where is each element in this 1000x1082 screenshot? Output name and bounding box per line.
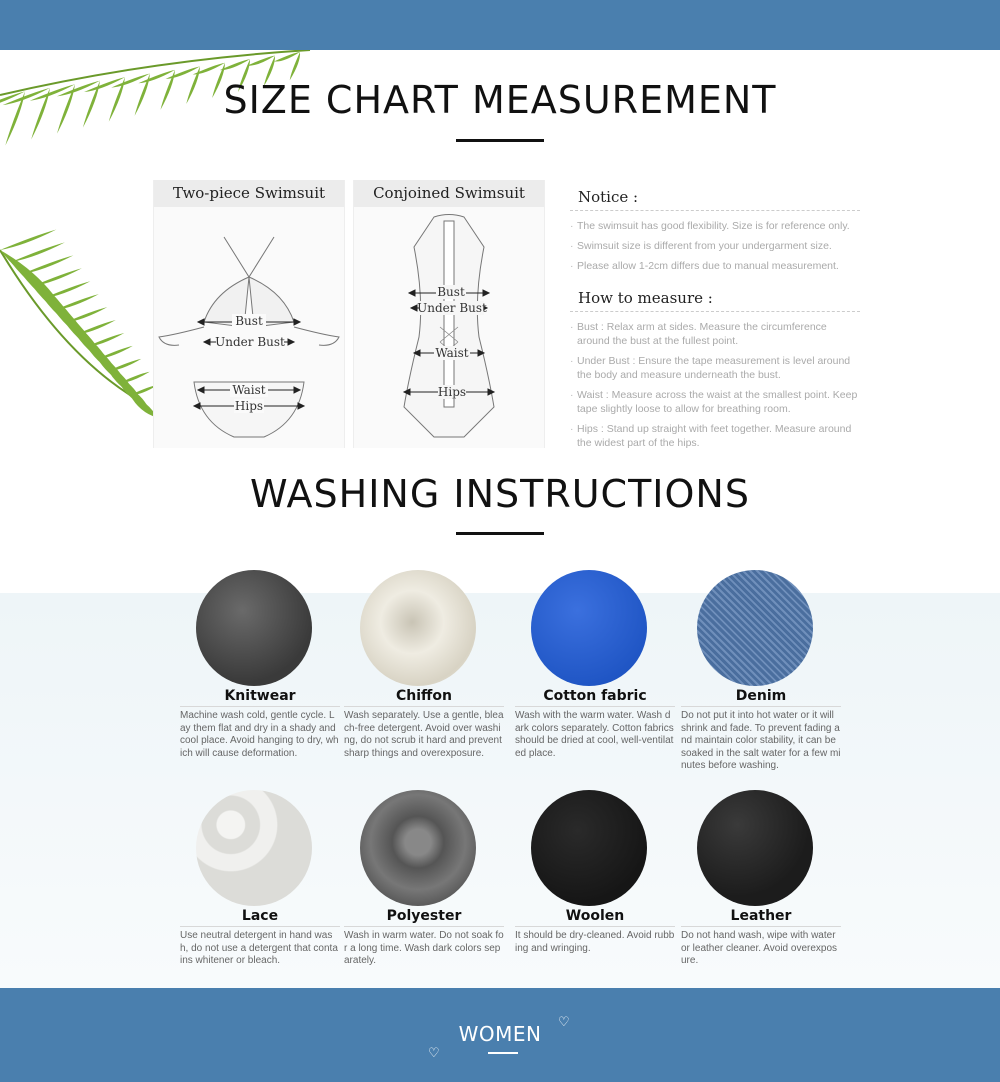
fabric-divider [344, 926, 504, 927]
fabric-divider [515, 926, 675, 927]
fabric-divider [515, 706, 675, 707]
fabric-divider [681, 706, 841, 707]
two-piece-hips-label: Hips [234, 399, 264, 413]
fabric-description: Wash in warm water. Do not soak for a long time. Wash dark colors separately. [344, 930, 504, 966]
fabric-name: Leather [730, 908, 792, 924]
washing-background [0, 593, 1000, 988]
conjoined-heading: Conjoined Swimsuit [354, 180, 544, 207]
palm-leaflet [274, 52, 300, 62]
two-piece-waist-label: Waist [232, 383, 266, 397]
fabric-description: Use neutral detergent in hand wash, do not use a detergent that contains whitener or bleach. [180, 930, 338, 966]
denim-swatch-icon [697, 570, 813, 686]
conjoined-waist-label: Waist [435, 346, 469, 360]
measure-item-waist: · Waist : Measure across the waist at the smallest point. Keep tape slightly loose to allow for breathing room. [570, 388, 860, 416]
fabric-description: Wash with the warm water. Wash dark colors separately. Cotton fabrics should be dried at cool, well-ventilated place. [515, 710, 674, 759]
heart-icon: ♡ [428, 1046, 440, 1061]
fabric-description: It should be dry-cleaned. Avoid rubbing and wringing. [515, 930, 675, 954]
measure-item-hips: · Hips : Stand up straight with feet together. Measure around the widest part of the hips. [570, 422, 860, 450]
palm-leaflet [54, 294, 99, 310]
palm-leaflet [98, 346, 133, 359]
cotton-swatch-icon [531, 570, 647, 686]
two-piece-bust-label: Bust [235, 314, 263, 328]
notice-item: · The swimsuit has good flexibility. Size is for reference only. [570, 219, 860, 233]
fabric-description: Do not put it into hot water or it will shrink and fade. To prevent fading and maintain color stability, it can be soaked in the salt water for a few minutes before washing. [681, 710, 841, 771]
palm-leaflet [65, 307, 107, 322]
measure-item-bust: · Bust : Relax arm at sides. Measure the circumference around the bust at the fullest point. [570, 320, 860, 348]
washing-title: WASHING INSTRUCTIONS [250, 472, 750, 516]
how-to-measure-heading: How to measure : [570, 289, 860, 312]
palm-leaflet [22, 255, 74, 274]
knitwear-swatch-icon [196, 570, 312, 686]
two-piece-panel [153, 180, 345, 448]
fabric-name: Polyester [386, 908, 462, 924]
notice-heading: Notice : [570, 188, 860, 211]
notice-item: · Please allow 1-2cm differs due to manual measurement. [570, 259, 860, 273]
fabric-divider [681, 926, 841, 927]
women-label: WOMEN [458, 1022, 542, 1046]
how-to-measure-list [570, 320, 860, 450]
fabric-name: Cotton fabric [543, 688, 647, 704]
notice-list [570, 219, 860, 273]
palm-leaflet [43, 281, 90, 298]
measure-item-under-bust: · Under Bust : Ensure the tape measurement is level around the body and measure underneath the bust. [570, 354, 860, 382]
fabric-name: Lace [241, 908, 279, 924]
fabric-divider [180, 926, 340, 927]
fabric-description: Wash separately. Use a gentle, bleach-free detergent. Avoid over washing, do not scrub it hard and prevent sharp things and overexposure. [344, 710, 504, 759]
fabric-name: Woolen [565, 908, 625, 924]
conjoined-under-bust-label: Under Bust [417, 301, 487, 315]
palm-leaflet [0, 229, 56, 250]
fabric-name: Knitwear [224, 688, 296, 704]
chiffon-swatch-icon [360, 570, 476, 686]
lace-swatch-icon [196, 790, 312, 906]
heart-icon: ♡ [558, 1015, 570, 1030]
fabric-divider [180, 706, 340, 707]
fabric-description: Do not hand wash, wipe with water or leather cleaner. Avoid overexposure. [681, 930, 838, 966]
palm-leaflet [166, 66, 200, 79]
two-piece-under-bust-label: Under Bust [215, 335, 285, 349]
fabric-name: Chiffon [396, 688, 452, 704]
woolen-swatch-icon [531, 790, 647, 906]
two-piece-diagram [154, 207, 344, 447]
washing-title-rule [456, 532, 544, 535]
top-banner-band [0, 0, 1000, 50]
women-underline [488, 1052, 518, 1054]
fabric-divider [344, 706, 504, 707]
fabric-name: Denim [735, 688, 787, 704]
size-chart-title: SIZE CHART MEASUREMENT [223, 78, 777, 122]
palm-leaflet [108, 359, 141, 371]
conjoined-panel [353, 180, 545, 448]
conjoined-bust-label: Bust [437, 285, 465, 299]
conjoined-hips-label: Hips [437, 385, 467, 399]
two-piece-heading: Two-piece Swimsuit [154, 180, 344, 207]
palm-leaflet [76, 320, 116, 335]
leather-swatch-icon [697, 790, 813, 906]
palm-leaflet [11, 242, 65, 262]
polyester-swatch-icon [360, 790, 476, 906]
notice-item: · Swimsuit size is different from your undergarment size. [570, 239, 860, 253]
conjoined-diagram [354, 207, 544, 447]
fabric-description: Machine wash cold, gentle cycle. Lay them flat and dry in a shady and cool place. Avoid hanging to dry, which will cause deformation. [180, 710, 339, 759]
size-notes [570, 188, 860, 456]
palm-leaflet [247, 56, 275, 66]
palm-leaflet [33, 268, 82, 286]
palm-leaflet [87, 333, 125, 347]
palm-leaflet [193, 63, 225, 75]
size-chart-title-rule [456, 139, 544, 142]
